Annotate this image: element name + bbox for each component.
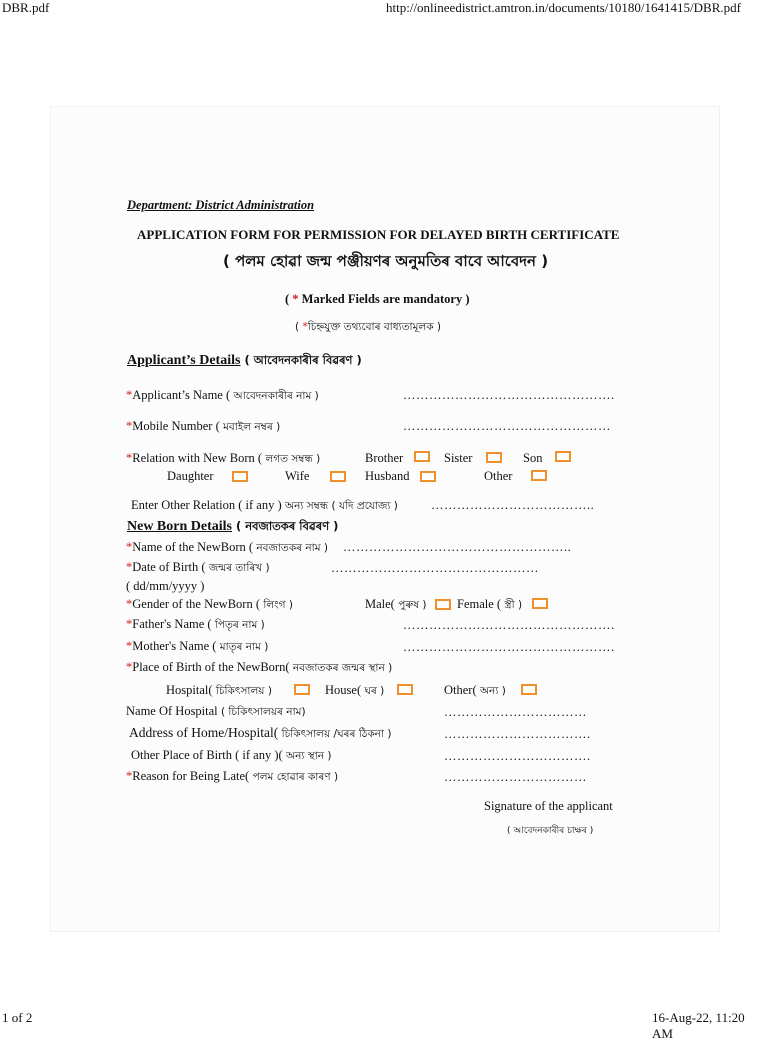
applicant-name-field[interactable]: …………………………………………. xyxy=(403,388,615,402)
relation-label: *Relation with New Born ( লগত সম্বন্ধ ) xyxy=(126,451,321,465)
relation-son-checkbox[interactable] xyxy=(555,451,571,462)
relation-brother-checkbox[interactable] xyxy=(414,451,430,462)
father-name-field[interactable]: …………………………………………. xyxy=(403,618,615,632)
form-page xyxy=(50,106,720,932)
other-relation-field[interactable]: ……………………………….. xyxy=(431,498,595,512)
relation-daughter-checkbox[interactable] xyxy=(232,471,248,482)
dob-format-hint: ( dd/mm/yyyy ) xyxy=(126,579,205,593)
place-of-birth-label: *Place of Birth of the NewBorn( নবজাতকৰ জন্মৰ স্থান ) xyxy=(126,660,393,674)
relation-husband-checkbox[interactable] xyxy=(420,471,436,482)
reason-label: *Reason for Being Late( পলম হোৱাৰ কাৰণ ) xyxy=(126,769,339,783)
department-heading: Department: District Administration xyxy=(127,198,315,212)
dob-field[interactable]: ………………………………………… xyxy=(331,561,539,575)
gender-female-checkbox[interactable] xyxy=(532,598,548,609)
hospital-name-field[interactable]: …………………………… xyxy=(444,705,587,719)
place-hospital-checkbox[interactable] xyxy=(294,684,310,695)
reason-field[interactable]: …………………………… xyxy=(444,770,587,784)
father-name-label: *Father's Name ( পিতৃৰ নাম ) xyxy=(126,617,265,631)
applicant-name-label: *Applicant’s Name ( আবেদনকাৰীৰ নাম ) xyxy=(126,388,319,402)
relation-son-label: Son xyxy=(523,451,543,465)
signature-label-assamese: ( আবেদনকাৰীৰ চাক্ষৰ ) xyxy=(507,826,594,836)
gender-male-label: Male( পুৰুষ ) xyxy=(365,597,427,611)
relation-sister-label: Sister xyxy=(444,451,473,465)
mandatory-note-assamese: ( *চিহ্নযুক্ত তথ্যবোৰ বাধ্যতামূলক ) xyxy=(295,321,442,333)
other-place-field[interactable]: ……………………………. xyxy=(444,749,591,763)
relation-other-checkbox[interactable] xyxy=(531,470,547,481)
gender-label: *Gender of the NewBorn ( লিংগ ) xyxy=(126,597,293,611)
gender-male-checkbox[interactable] xyxy=(435,599,451,610)
place-other-label: Other( অন্য ) xyxy=(444,683,506,697)
form-title-assamese: ( পলম হোৱা জন্ম পঞ্জীয়ণৰ অনুমতিৰ বাবে আবেদন ) xyxy=(223,252,549,270)
address-field[interactable]: ……………………………. xyxy=(444,727,591,741)
place-house-checkbox[interactable] xyxy=(397,684,413,695)
relation-husband-label: Husband xyxy=(365,469,410,483)
relation-daughter-label: Daughter xyxy=(167,469,214,483)
signature-label: Signature of the applicant xyxy=(484,799,613,813)
applicant-details-heading: Applicant’s Details ( আবেদনকাৰীৰ বিৱৰণ ) xyxy=(127,353,362,368)
other-place-label: Other Place of Birth ( if any )( অন্য স্থান ) xyxy=(131,748,332,762)
relation-wife-checkbox[interactable] xyxy=(330,471,346,482)
other-relation-label: Enter Other Relation ( if any ) অন্য সম্বন্ধ ( যদি প্ৰযোজ্য ) xyxy=(131,498,398,512)
relation-brother-label: Brother xyxy=(365,451,404,465)
relation-other-label: Other xyxy=(484,469,513,483)
place-house-label: House( ঘৰ ) xyxy=(325,683,385,697)
form-title: APPLICATION FORM FOR PERMISSION FOR DELAYED BIRTH CERTIFICATE xyxy=(137,227,620,242)
address-label: Address of Home/Hospital( চিকিৎসালয় /ঘৰৰ ঠিকনা ) xyxy=(129,725,392,740)
mobile-number-label: *Mobile Number ( মবাইল নম্বৰ ) xyxy=(126,419,281,433)
dob-label: *Date of Birth ( জন্মৰ তাৰিখ ) xyxy=(126,560,270,574)
place-hospital-label: Hospital( চিকিৎসালয় ) xyxy=(166,683,272,697)
newborn-details-heading: New Born Details ( নবজাতকৰ বিৱৰণ ) xyxy=(127,519,339,534)
mother-name-field[interactable]: …………………………………………. xyxy=(403,640,615,654)
hospital-name-label: Name Of Hospital ( চিকিৎসালয়ৰ নাম) xyxy=(126,704,306,718)
document-url: http://onlineedistrict.amtron.in/documents/10180/1641415/DBR.pdf xyxy=(386,0,741,15)
place-other-checkbox[interactable] xyxy=(521,684,537,695)
file-name: DBR.pdf xyxy=(2,0,50,15)
newborn-name-field[interactable]: …………………………………………….. xyxy=(343,540,572,554)
print-datetime: 16-Aug-22, 11:20 AM xyxy=(652,1010,745,1041)
page-indicator: 1 of 2 xyxy=(2,1010,33,1025)
mandatory-note: ( * Marked Fields are mandatory ) xyxy=(285,292,470,306)
gender-female-label: Female ( স্ত্ৰী ) xyxy=(457,597,523,611)
newborn-name-label: *Name of the NewBorn ( নবজাতকৰ নাম ) xyxy=(126,540,328,554)
relation-wife-label: Wife xyxy=(285,469,310,483)
mobile-number-field[interactable]: ………………………………………… xyxy=(403,419,611,433)
mother-name-label: *Mother's Name ( মাতৃৰ নাম ) xyxy=(126,639,269,653)
relation-sister-checkbox[interactable] xyxy=(486,452,502,463)
